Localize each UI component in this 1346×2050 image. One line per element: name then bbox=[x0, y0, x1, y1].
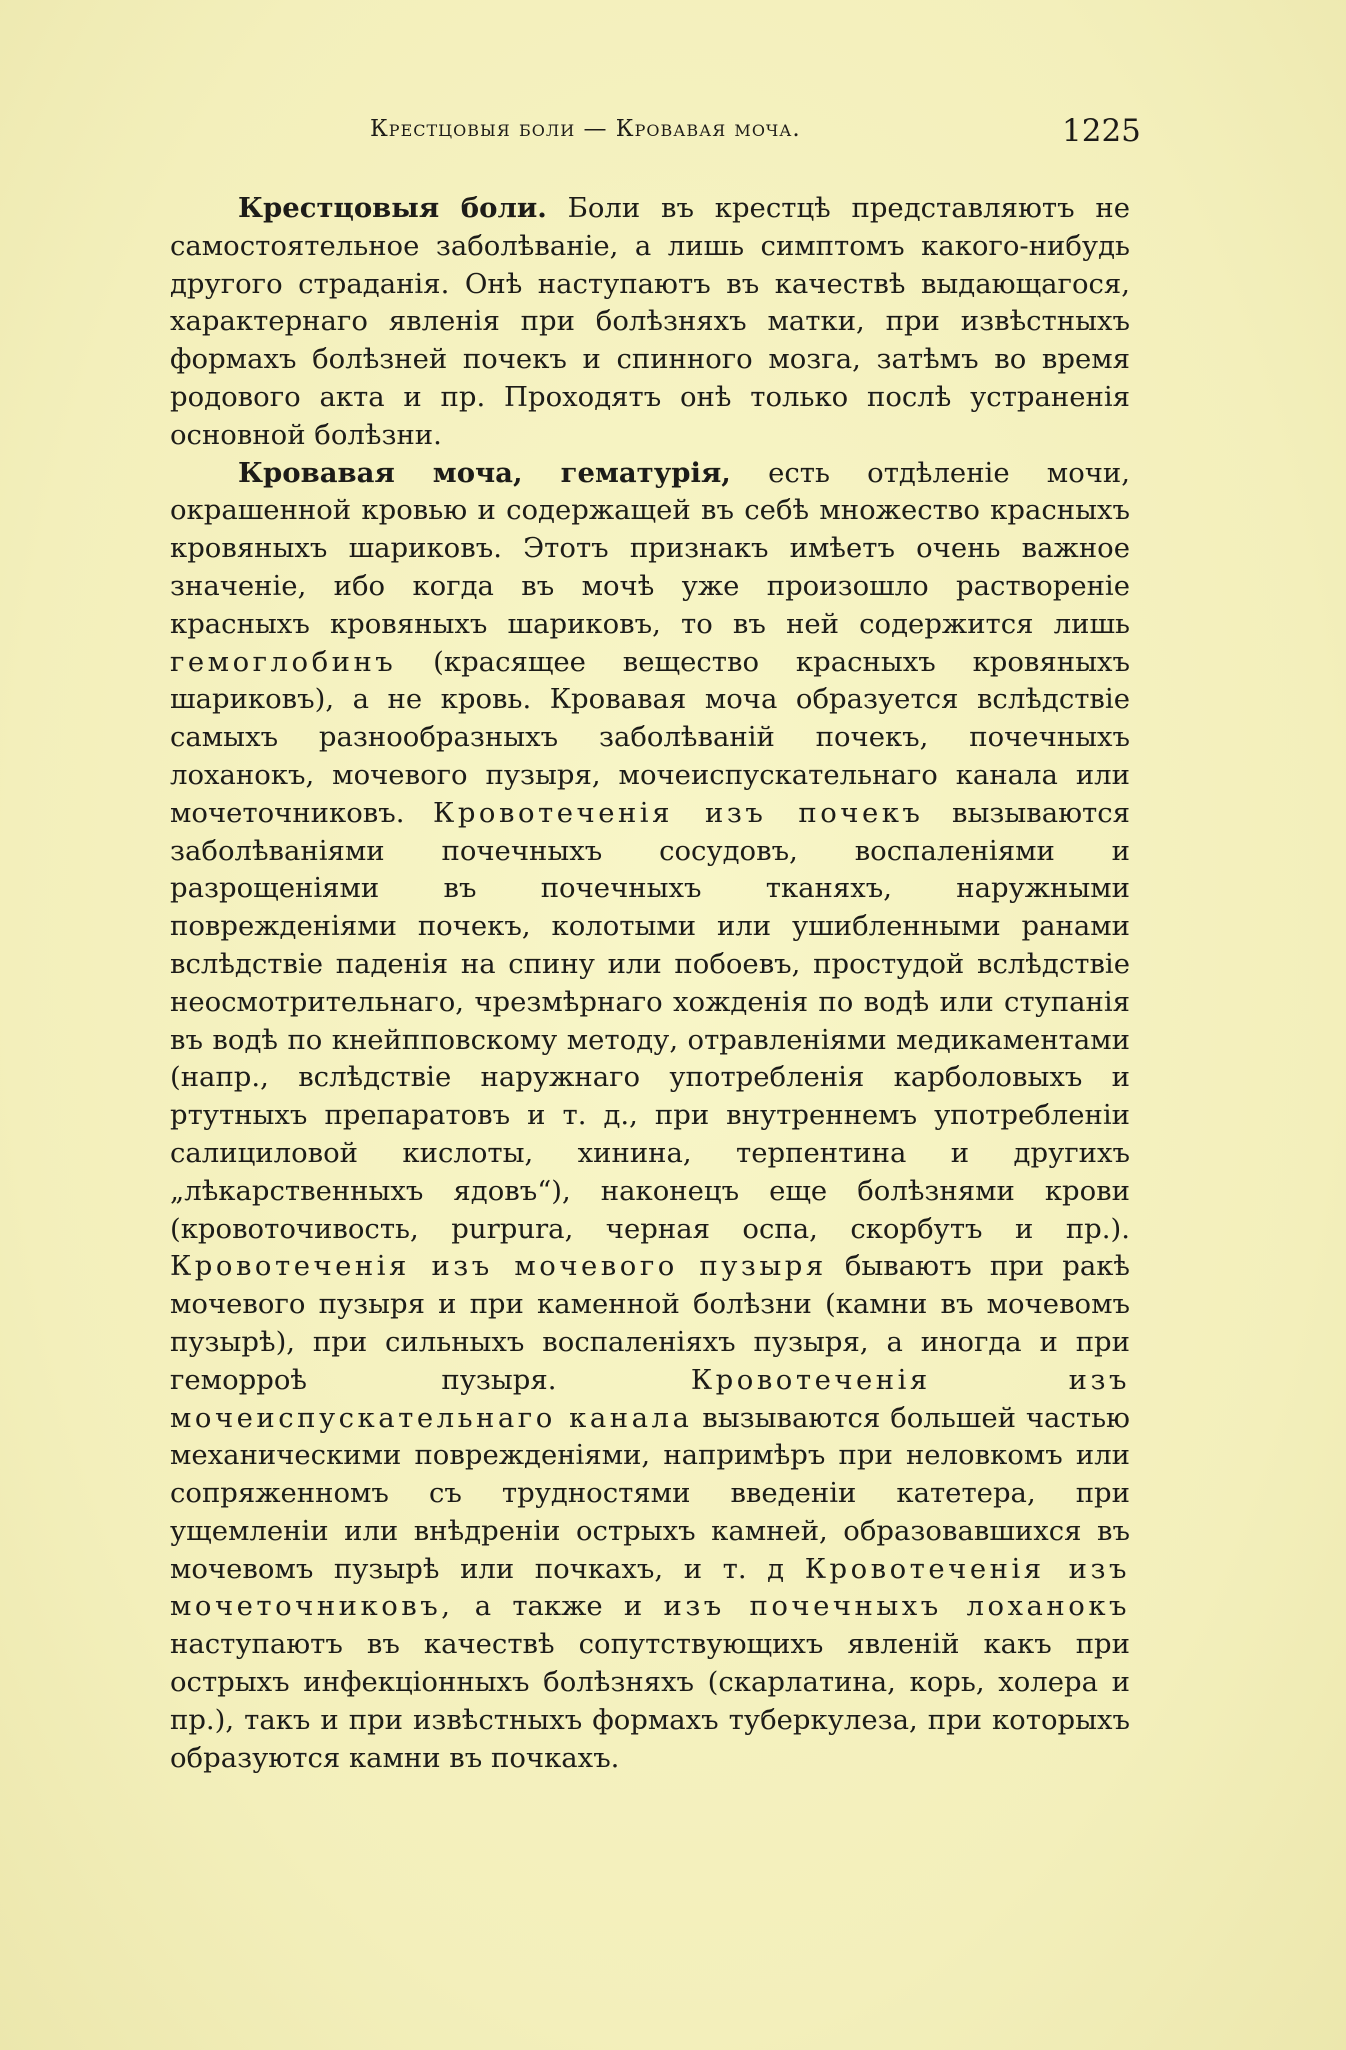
article-text: бываютъ при ракѣ мочевого пузыря и при каменной болѣзни (камни въ мочевомъ пузырѣ), при сильныхъ воспаленіяхъ пузыря, а иногда и при геморроѣ пузыря. bbox=[170, 1250, 1130, 1396]
article-text: вызываются большей частью механическими поврежденіями, напримѣръ при неловкомъ или сопряженномъ съ трудностями введеніи катетера, при ущемленіи или внѣдреніи острыхъ камней, образовавшихся въ мочевомъ пузырѣ или почкахъ, и т. д bbox=[170, 1401, 1130, 1585]
page-number: 1225 bbox=[1062, 113, 1141, 149]
spaced-emphasis: Кровотеченія изъ мочеточниковъ, bbox=[170, 1552, 1131, 1623]
article-text: (красящее вещество красныхъ кровяныхъ шариковъ), а не кровь. Кровавая моча образуется вслѣдствіе самыхъ разнообразныхъ заболѣваній почекъ, почечныхъ лоханокъ, мочевого пузыря, мочеиспускательнаго канала или мочеточниковъ. bbox=[170, 645, 1130, 829]
article-paragraph bbox=[170, 190, 1130, 455]
running-title: Крестцовыя боли — Кровавая моча. bbox=[370, 116, 801, 142]
article-paragraph bbox=[170, 455, 1130, 1778]
spaced-emphasis: Кровотеченія изъ мочевого пузыря bbox=[170, 1250, 827, 1283]
article-term: Кровавая моча, гематурія, bbox=[238, 456, 731, 489]
spaced-emphasis: Кровотеченія изъ почекъ bbox=[433, 796, 924, 829]
article-text: есть отдѣленіе мочи, окрашенной кровью и содержащей въ себѣ множество красныхъ кровяныхъ шариковъ. Этотъ признакъ имѣетъ очень важное значеніе, ибо когда въ мочѣ уже произошло раствореніе красныхъ кровяныхъ шариковъ, то въ ней содержится лишь bbox=[170, 456, 1131, 640]
spaced-emphasis: Кровотеченія изъ мочеиспускательнаго канала bbox=[170, 1363, 1130, 1434]
article-text: а также и bbox=[453, 1590, 664, 1623]
article-text: наступаютъ въ качествѣ сопутствующихъ явленій какъ при острыхъ инфекціонныхъ болѣзняхъ (скарлатина, корь, холера и пр.), такъ и при извѣстныхъ формахъ туберкулеза, при которыхъ образуются камни въ почкахъ. bbox=[170, 1628, 1130, 1774]
article-text: вызываются заболѣваніями почечныхъ сосудовъ, воспаленіями и разрощеніями въ почечныхъ тканяхъ, наружными поврежденіями почекъ, колотыми или ушибленными ранами вслѣдствіе паденія на спину или побоевъ, простудой вслѣдствіе неосмотрительнаго, чрезмѣрнаго хожденія по водѣ или ступанія въ водѣ по кнейпповскому методу, отравленіями медикаментами (напр., вслѣдствіе наружнаго употребленія карболовыхъ и ртутныхъ препаратовъ и т. д., при внутреннемъ употребленіи салициловой кислоты, хинина, терпентина и другихъ „лѣкарственныхъ ядовъ“), наконецъ еще болѣзнями крови (кровоточивость, purpura, черная оспа, скорбутъ и пр.). bbox=[170, 796, 1131, 1245]
article-text: Боли въ крестцѣ представляютъ не самостоятельное заболѣваніе, а лишь симптомъ какого-нибудь другого страданія. Онѣ наступаютъ въ качествѣ выдающагося, характернаго явленія при болѣзняхъ матки, при извѣстныхъ формахъ болѣзней почекъ и спинного мозга, затѣмъ во время родового акта и пр. Проходятъ онѣ только послѣ устраненія основной болѣзни. bbox=[170, 192, 1130, 451]
spaced-emphasis: изъ почечныхъ лоханокъ bbox=[663, 1590, 1130, 1623]
spaced-emphasis: гемоглобинъ bbox=[170, 645, 397, 678]
article-term: Крестцовыя боли. bbox=[238, 192, 547, 224]
page-body bbox=[170, 190, 1130, 1777]
